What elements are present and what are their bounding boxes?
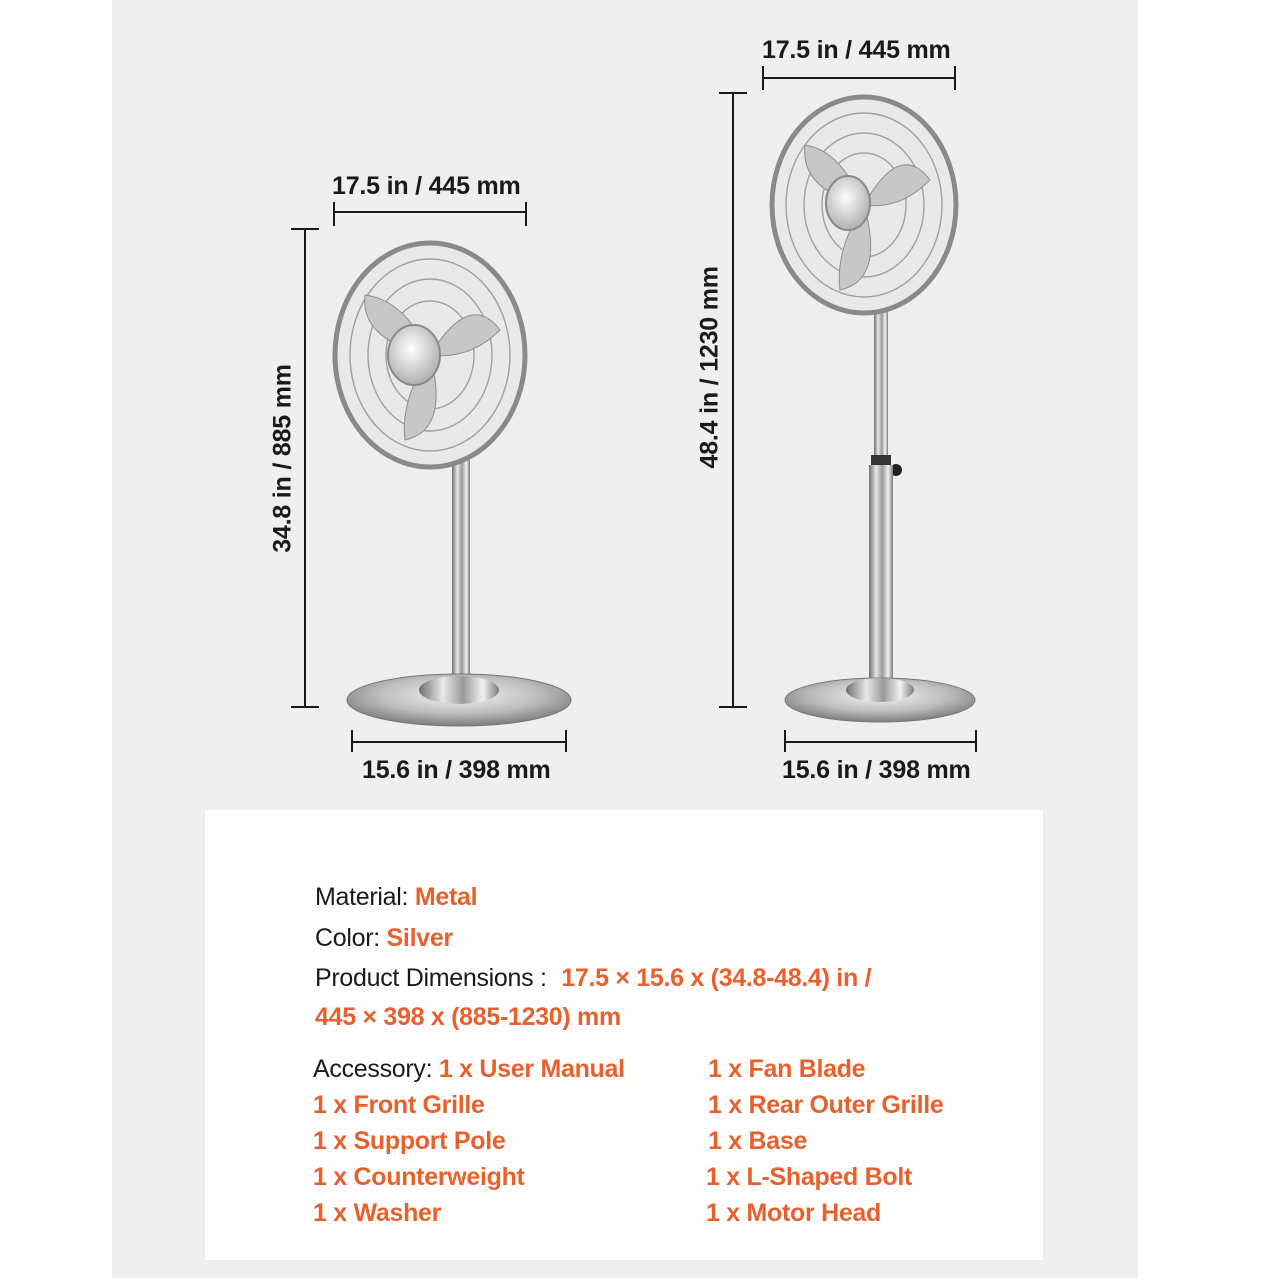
- dimensions-value-line2: 445 × 398 x (885-1230) mm: [315, 1003, 621, 1031]
- accessory-row: [313, 1055, 625, 1084]
- tall-fan-hub: [826, 176, 870, 230]
- short-fan-base-collar: [419, 676, 499, 704]
- accessory-item: 1 x Support Pole: [313, 1127, 506, 1155]
- color-row: [315, 924, 453, 953]
- accessory-item: 1 x Counterweight: [313, 1163, 525, 1191]
- dimensions-label: Product Dimensions :: [315, 964, 547, 992]
- short-fan-hub: [388, 325, 440, 385]
- tall-fan-height-label: 48.4 in / 1230 mm: [695, 266, 724, 469]
- accessory-item: 1 x L-Shaped Bolt: [706, 1163, 913, 1191]
- accessory-item: 1 x Motor Head: [706, 1199, 881, 1227]
- tall-fan-width-label: 17.5 in / 445 mm: [762, 36, 951, 64]
- accessory-item: 1 x Fan Blade: [708, 1055, 866, 1083]
- short-fan-height-label: 34.8 in / 885 mm: [268, 364, 297, 553]
- material-label: Material:: [315, 883, 409, 911]
- tall-fan: [772, 97, 975, 722]
- tall-fan-lower-pole: [869, 465, 893, 683]
- short-fan-width-label: 17.5 in / 445 mm: [332, 172, 521, 200]
- spec-card: [205, 810, 1043, 1260]
- short-fan-pole: [452, 460, 470, 682]
- color-label: Color:: [315, 924, 380, 952]
- tall-fan-base-label: 15.6 in / 398 mm: [782, 756, 971, 784]
- accessory-item: 1 x Rear Outer Grille: [708, 1091, 944, 1119]
- material-value: Metal: [414, 883, 478, 911]
- accessory-item: 1 x Base: [708, 1127, 808, 1155]
- material-row: [315, 883, 477, 912]
- short-fan: [335, 243, 571, 726]
- short-fan-base-label: 15.6 in / 398 mm: [362, 756, 551, 784]
- accessory-item: 1 x Front Grille: [313, 1091, 485, 1119]
- accessory-item: 1 x User Manual: [438, 1055, 625, 1083]
- tall-fan-upper-pole: [874, 300, 888, 460]
- tall-fan-base-collar: [846, 678, 914, 702]
- accessory-item: 1 x Washer: [313, 1199, 442, 1227]
- dimensions-row: [315, 964, 871, 993]
- dimensions-value-line1: 17.5 × 15.6 x (34.8-48.4) in /: [561, 964, 872, 992]
- accessory-label: Accessory:: [313, 1055, 433, 1083]
- color-value: Silver: [386, 924, 453, 952]
